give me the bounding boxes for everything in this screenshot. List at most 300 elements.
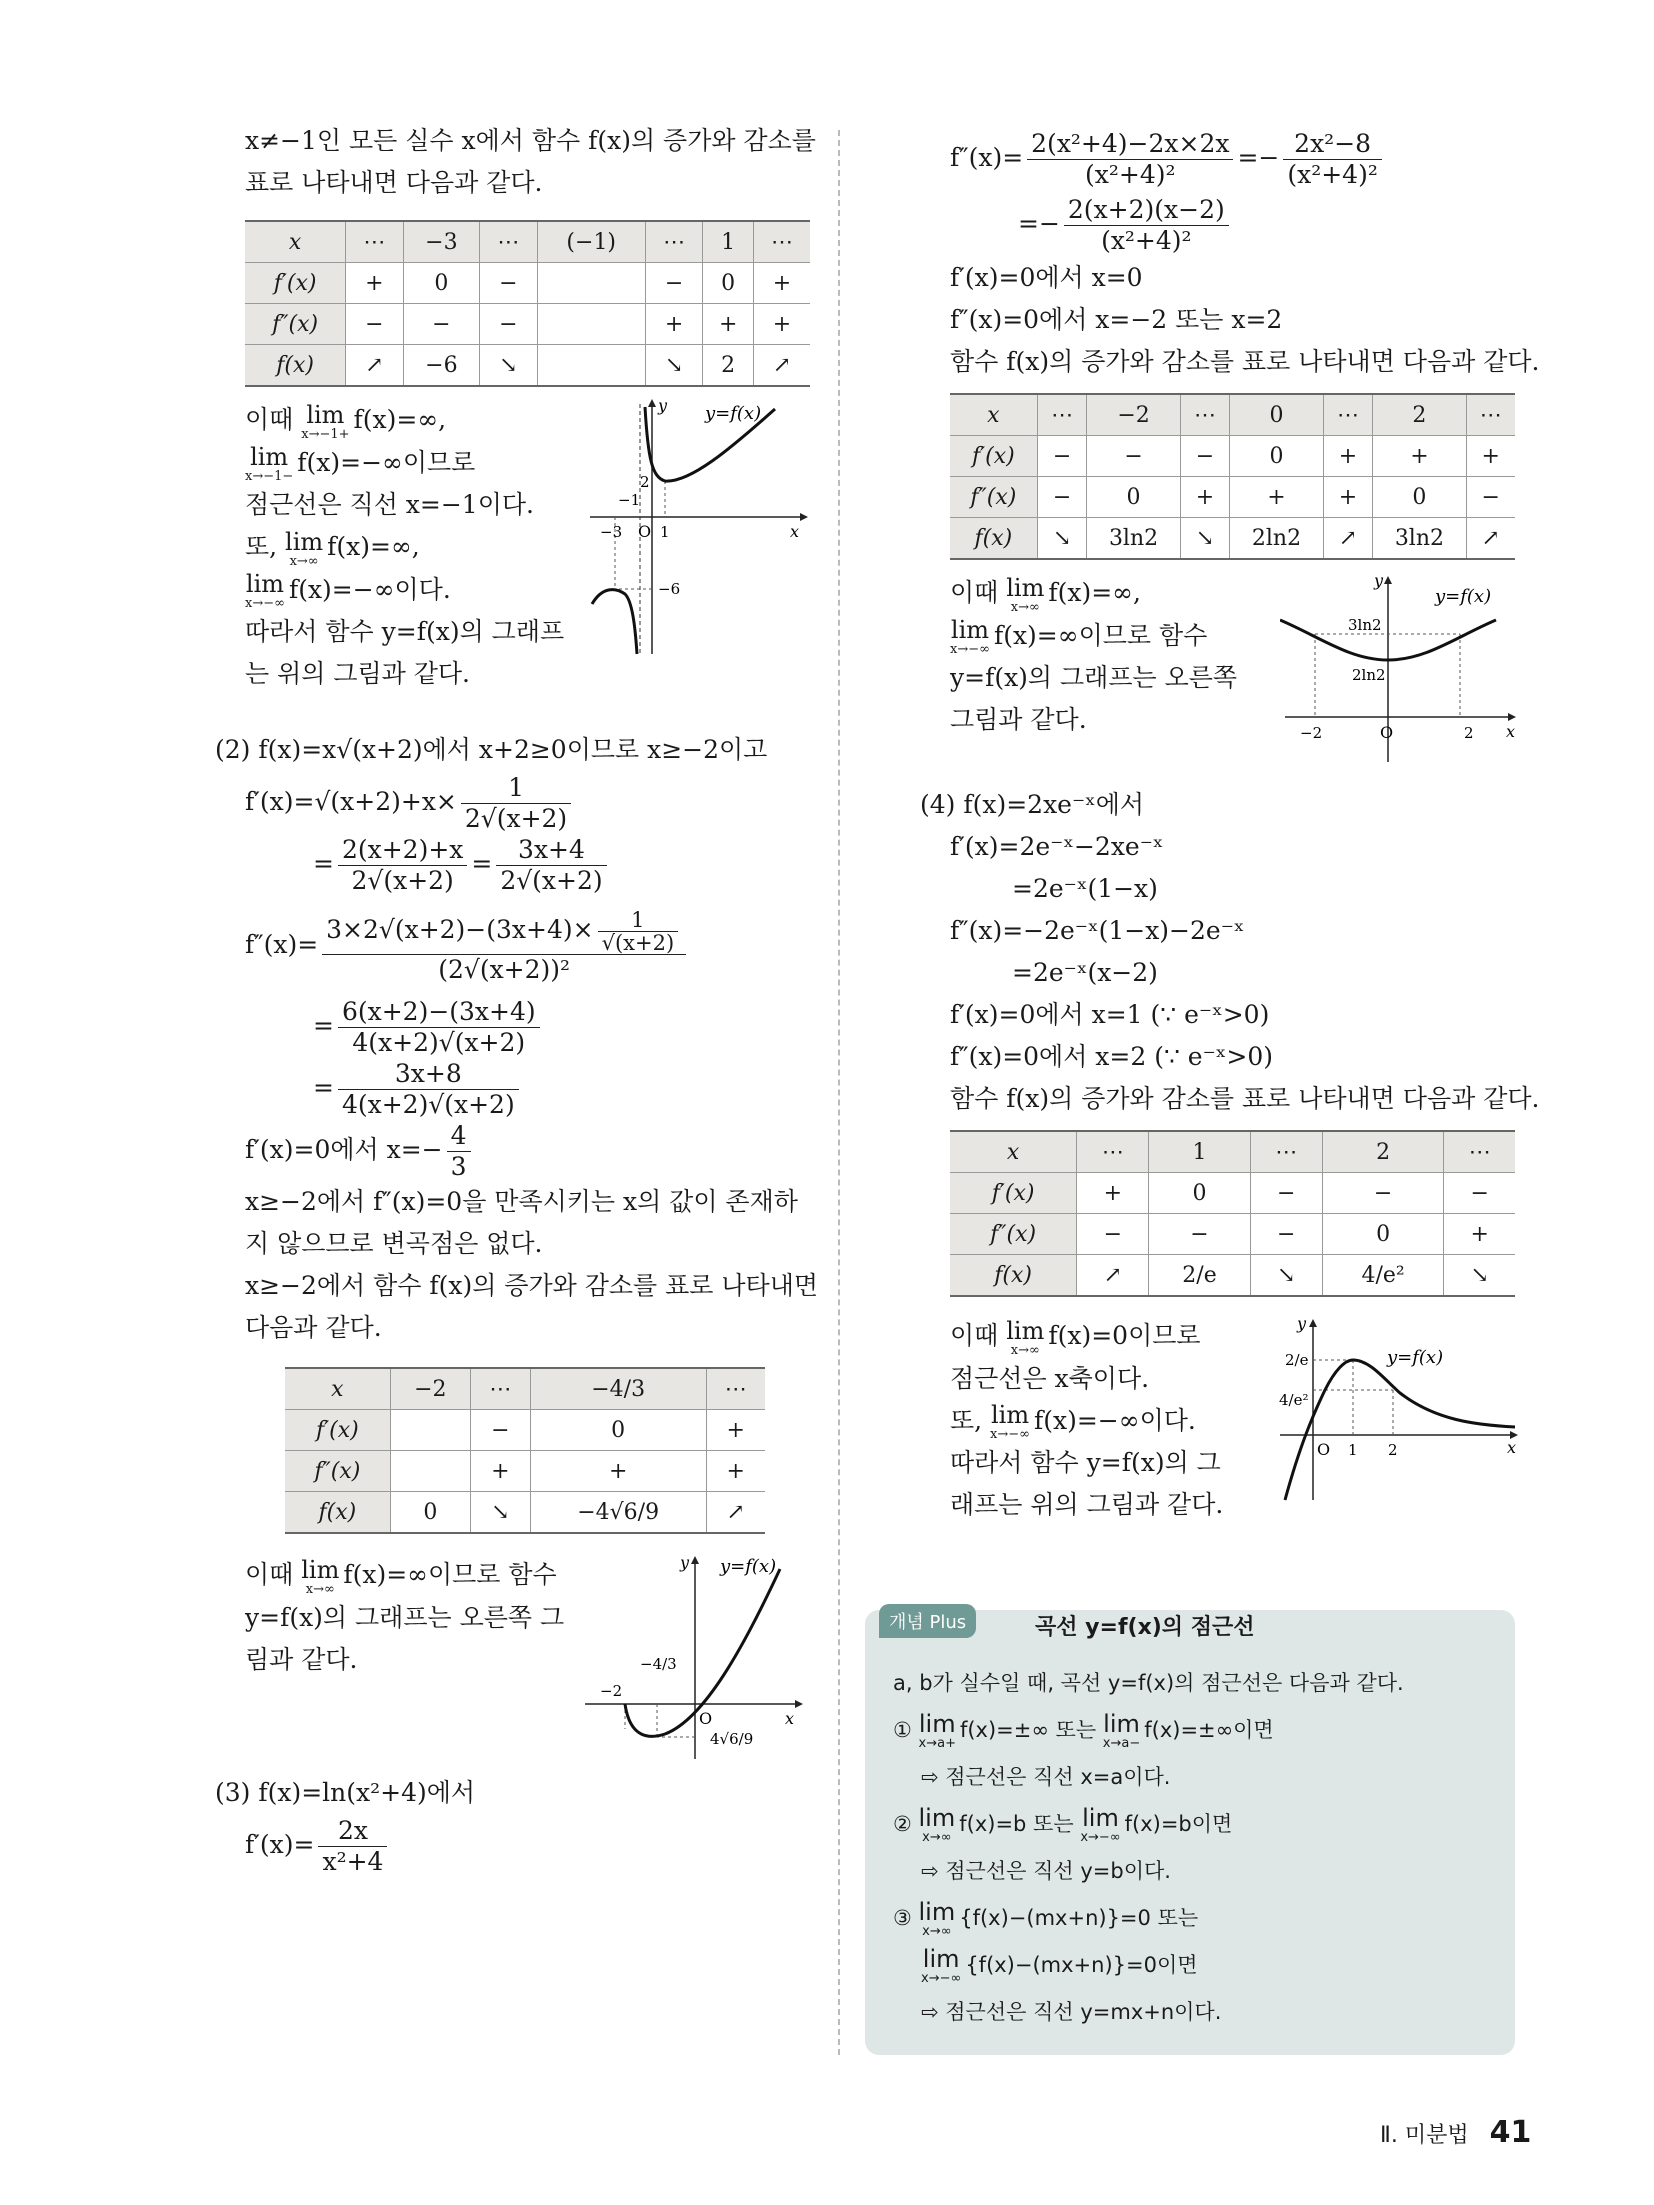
tick-label: −2: [600, 1682, 623, 1700]
table-cell: [537, 304, 645, 345]
lim-word: lim: [918, 1804, 956, 1832]
y-arrow: [1309, 1319, 1317, 1327]
text: {f(x)−(mx+n)}=0 또는: [959, 1906, 1199, 1930]
table-cell: +: [530, 1451, 706, 1492]
numerator: 3x+8: [338, 1059, 519, 1090]
text: ⇨ 점근선은 직선 x=a이다.: [921, 1765, 1171, 1789]
table-cell: 3ln2: [1087, 518, 1180, 560]
lim-word: lim: [285, 527, 324, 556]
graph-1: [590, 399, 810, 659]
table-cell: +: [470, 1451, 530, 1492]
text: 이때: [950, 578, 1007, 607]
text: 점근선은 직선 x=−1이다.: [245, 490, 534, 519]
table-cell: f′(x): [950, 1173, 1077, 1214]
table-row: [950, 518, 1515, 560]
limit: [1006, 575, 1044, 615]
table-cell: −: [403, 304, 480, 345]
tick-label: 2: [1388, 1441, 1398, 1459]
denominator: 4(x+2)√(x+2): [341, 1090, 515, 1119]
table-cell: +: [1323, 436, 1373, 477]
table-cell: +: [754, 263, 810, 304]
text: 따라서 함수 y=f(x)의 그래프: [245, 617, 565, 646]
lim-word: lim: [918, 1710, 956, 1738]
y-label: y: [1297, 1315, 1307, 1333]
table-cell: ⋯: [645, 221, 702, 263]
table-cell: −: [1087, 436, 1180, 477]
table-cell: f″(x): [950, 477, 1037, 518]
limit: [245, 571, 285, 611]
x-label: x: [790, 522, 800, 541]
table-cell: x: [245, 221, 346, 263]
table-cell: f(x): [245, 345, 346, 387]
x-label: x: [1506, 722, 1516, 741]
table-row: [245, 263, 810, 304]
lim-word: lim: [1006, 1316, 1045, 1345]
text: x≥−2에서 f″(x)=0을 만족시키는 x의 값이 존재하: [245, 1187, 798, 1216]
text: 이때: [950, 1321, 1007, 1350]
tick-label: 2ln2: [1352, 666, 1386, 684]
fraction: [322, 909, 686, 985]
numerator: 2(x²+4)−2x×2x: [1027, 129, 1233, 160]
table-cell: −: [1444, 1173, 1515, 1214]
text: 는 위의 그림과 같다.: [245, 659, 470, 688]
variation-table-3: [950, 393, 1515, 560]
text: f″(x)=: [950, 143, 1024, 172]
table-cell: f(x): [950, 1255, 1077, 1297]
y-label: y: [1374, 572, 1384, 590]
part4-block: [950, 1315, 1520, 1545]
fraction: [1064, 195, 1229, 256]
table-row: [245, 345, 810, 387]
limit: [919, 1711, 956, 1751]
y-arrow: [648, 399, 656, 407]
table-cell: ↘: [480, 345, 537, 387]
tick-label: 1: [660, 523, 670, 541]
table-cell: +: [1444, 1214, 1515, 1255]
limit: [1006, 1318, 1044, 1358]
numerator: 4: [447, 1121, 471, 1152]
text: =2e⁻ˣ(x−2): [1012, 958, 1158, 987]
curve-label: y=f(x): [720, 1556, 777, 1577]
table-cell: ↗: [346, 345, 403, 387]
table-cell: 2ln2: [1230, 518, 1323, 560]
table-cell: +: [706, 1410, 765, 1451]
lim-sub: x→−∞: [990, 1427, 1030, 1442]
graph-3: [1280, 572, 1520, 772]
text: f(x)=−∞이다.: [288, 574, 451, 604]
table-cell: −: [1149, 1214, 1250, 1255]
text: 래프는 위의 그림과 같다.: [950, 1490, 1224, 1519]
origin-label: O: [1380, 723, 1394, 742]
tick-label: −6: [658, 580, 681, 598]
table-cell: ⋯: [346, 221, 403, 263]
lim-word: lim: [990, 1401, 1030, 1429]
lim-word: lim: [950, 616, 990, 644]
text: a, b가 실수일 때, 곡선 y=f(x)의 점근선은 다음과 같다.: [893, 1671, 1404, 1695]
limit: [919, 1805, 956, 1845]
table-cell: ⋯: [470, 1368, 530, 1410]
part1-block: [245, 399, 810, 729]
numerator: 2(x+2)+x: [338, 835, 467, 866]
table-cell: −2: [390, 1368, 470, 1410]
limit: [1080, 1805, 1120, 1845]
table-cell: ↗: [1466, 518, 1515, 560]
text: =−: [1237, 143, 1280, 172]
table-cell: +: [754, 304, 810, 345]
denominator: 2√(x+2): [500, 866, 603, 895]
tick-label: 4/e²: [1279, 1391, 1309, 1409]
fraction: [461, 773, 571, 834]
table-cell: +: [1466, 436, 1515, 477]
intro-line-2: 표로 나타내면 다음과 같다.: [245, 168, 543, 197]
table-cell: 2/e: [1149, 1255, 1250, 1297]
limit: [950, 617, 990, 657]
section-3-heading: (3) f(x)=ln(x²+4)에서: [215, 1778, 476, 1807]
table-cell: [537, 263, 645, 304]
table-cell: ⋯: [1037, 394, 1087, 436]
table-row: [950, 394, 1515, 436]
lim-sub: x→−1+: [301, 426, 350, 442]
table-cell: ⋯: [1180, 394, 1230, 436]
text: f″(x)=−2e⁻ˣ(1−x)−2e⁻ˣ: [950, 916, 1245, 945]
text: y=f(x)의 그래프는 오른쪽 그: [245, 1602, 565, 1632]
text: 함수 f(x)의 증가와 감소를 표로 나타내면 다음과 같다.: [950, 1084, 1540, 1113]
tick-label: −3: [600, 523, 623, 541]
page-number: 41: [1489, 2115, 1532, 2150]
x-arrow: [795, 1700, 803, 1708]
table-cell: ↗: [1323, 518, 1373, 560]
tick-label: 3ln2: [1348, 616, 1382, 634]
text: 따라서 함수 y=f(x)의 그: [950, 1448, 1221, 1477]
lim-sub: x→∞: [305, 1581, 335, 1597]
fraction: [598, 909, 679, 954]
curve-label: y=f(x): [1435, 586, 1492, 607]
text: f″(x)=0에서 x=−2 또는 x=2: [950, 305, 1283, 334]
table-row: [950, 1255, 1515, 1297]
section-2-heading: (2) f(x)=x√(x+2)에서 x+2≥0이므로 x≥−2이고: [215, 735, 768, 764]
text: f′(x)=: [245, 1830, 315, 1859]
part3-block: [950, 572, 1520, 772]
table-cell: [390, 1410, 470, 1451]
tick-label: 1: [1348, 1441, 1358, 1459]
text: f(x)=0이므로: [1048, 1321, 1201, 1350]
table-cell: −: [470, 1410, 530, 1451]
fraction: [338, 1059, 519, 1120]
table-row: [950, 477, 1515, 518]
part2-graph-block: [245, 1554, 810, 1764]
table-row: [950, 1131, 1515, 1173]
lim-sub: x→∞: [922, 1830, 952, 1845]
lim-word: lim: [1006, 573, 1045, 602]
table-cell: 0: [1087, 477, 1180, 518]
table-cell: (−1): [537, 221, 645, 263]
table-cell: −4/3: [530, 1368, 706, 1410]
y-label: y: [658, 399, 668, 415]
text: 그림과 같다.: [950, 705, 1087, 734]
curve-left: [592, 590, 637, 654]
table-cell: f″(x): [285, 1451, 390, 1492]
text: 이때: [245, 1560, 302, 1589]
table-cell: 0: [1373, 477, 1466, 518]
table-cell: f″(x): [245, 304, 346, 345]
table-cell: 1: [1149, 1131, 1250, 1173]
denominator: (2√(x+2))²: [438, 954, 571, 984]
section-4-heading: (4) f(x)=2xe⁻ˣ에서: [920, 790, 1145, 819]
lim-sub: x→∞: [289, 553, 319, 569]
lim-sub: x→−∞: [245, 596, 285, 611]
table-cell: ↘: [1180, 518, 1230, 560]
lim-sub: x→−1−: [245, 469, 294, 484]
denominator: x²+4: [322, 1847, 384, 1876]
table-cell: +: [346, 263, 403, 304]
table-cell: 0: [390, 1492, 470, 1534]
lim-word: lim: [922, 1945, 960, 1973]
table-cell: 0: [1149, 1173, 1250, 1214]
table-cell: −: [1077, 1214, 1149, 1255]
x-arrow: [1508, 713, 1516, 721]
text: f′(x)=2e⁻ˣ−2xe⁻ˣ: [950, 832, 1164, 861]
y-label: y: [680, 1554, 690, 1572]
page-footer: [1380, 2115, 1531, 2150]
table-cell: −6: [403, 345, 480, 387]
section-label: Ⅱ. 미분법: [1380, 2123, 1469, 2148]
table-cell: +: [645, 304, 702, 345]
table-cell: x: [950, 1131, 1077, 1173]
tick-label: −2: [1300, 724, 1323, 742]
table-cell: +: [1230, 477, 1323, 518]
limit: [245, 444, 293, 484]
table-cell: [537, 345, 645, 387]
table-cell: −: [1037, 436, 1087, 477]
text: f′(x)=0에서 x=0: [950, 263, 1143, 292]
text: f(x)=∞,: [1048, 578, 1141, 607]
intro-line-1: x≠−1인 모든 실수 x에서 함수 f(x)의 증가와 감소를: [245, 126, 816, 155]
x-arrow: [800, 513, 808, 521]
text: f(x)=b이면: [1124, 1812, 1233, 1836]
limit: [285, 529, 323, 569]
table-cell: −: [1037, 477, 1087, 518]
table-cell: [390, 1451, 470, 1492]
table-cell: ⋯: [754, 221, 810, 263]
text: f″(x)=0에서 x=2 (∵ e⁻ˣ>0): [950, 1042, 1273, 1071]
denominator: 3: [450, 1152, 467, 1181]
fraction: [338, 997, 540, 1058]
table-cell: −: [346, 304, 403, 345]
table-row: [285, 1368, 765, 1410]
lim-sub: x→−∞: [950, 642, 990, 657]
tick-label: −4/3: [640, 1655, 677, 1673]
numerator: 2x: [318, 1816, 387, 1847]
table-row: [245, 221, 810, 263]
text: 점근선은 x축이다.: [950, 1363, 1150, 1393]
text: 함수 f(x)의 증가와 감소를 표로 나타내면 다음과 같다.: [950, 347, 1540, 376]
graph-4: [1275, 1315, 1520, 1505]
lim-word: lim: [250, 443, 289, 471]
table-row: [285, 1451, 765, 1492]
numerator: 1: [598, 909, 679, 932]
text: ⇨ 점근선은 직선 y=b이다.: [921, 1859, 1171, 1883]
table-row: [285, 1492, 765, 1534]
curve: [1285, 1360, 1515, 1500]
lim-sub: x→∞: [1010, 1342, 1040, 1358]
text: 지 않으므로 변곡점은 없다.: [245, 1229, 543, 1258]
denominator: √(x+2): [601, 930, 675, 955]
table-cell: −: [645, 263, 702, 304]
text: 또,: [950, 1405, 991, 1435]
column-divider: [838, 130, 840, 2055]
concept-plus-title: 곡선 y=f(x)의 점근선: [1035, 1615, 1255, 1640]
text: ②: [893, 1812, 912, 1836]
limit: [301, 1557, 339, 1597]
numerator: 2(x+2)(x−2): [1064, 195, 1229, 226]
table-cell: 0: [530, 1410, 706, 1451]
table-cell: −: [1250, 1214, 1322, 1255]
table-cell: −: [480, 304, 537, 345]
origin-label: O: [699, 1709, 713, 1728]
x-label: x: [1507, 1438, 1517, 1457]
table-cell: ↘: [1250, 1255, 1322, 1297]
tick-label: 2: [640, 473, 650, 491]
denominator: 4(x+2)√(x+2): [352, 1028, 526, 1057]
text: f′(x)=0에서 x=1 (∵ e⁻ˣ>0): [950, 1000, 1270, 1029]
table-cell: f(x): [285, 1492, 390, 1534]
table-cell: x: [285, 1368, 390, 1410]
text: f(x)=∞,: [327, 532, 420, 561]
lim-word: lim: [301, 1555, 340, 1584]
y-arrow: [691, 1556, 699, 1564]
numerator: 1: [461, 773, 571, 804]
text: f′(x)=√(x+2)+x×: [245, 787, 457, 816]
table-cell: −4√6/9: [530, 1492, 706, 1534]
table-row: [950, 1214, 1515, 1255]
fraction: [447, 1121, 471, 1182]
text: x≥−2에서 함수 f(x)의 증가와 감소를 표로 나타내면: [245, 1271, 818, 1300]
text: 또,: [245, 532, 286, 561]
text: 이때: [245, 405, 302, 434]
table-cell: ⋯: [1444, 1131, 1515, 1173]
table-cell: 2: [1322, 1131, 1444, 1173]
text: =: [471, 849, 493, 878]
table-cell: 0: [403, 263, 480, 304]
table-cell: +: [703, 304, 754, 345]
table-cell: +: [706, 1451, 765, 1492]
table-cell: f′(x): [245, 263, 346, 304]
table-cell: f(x): [950, 518, 1037, 560]
numerator: 3x+4: [496, 835, 606, 866]
curve-label: y=f(x): [1387, 1347, 1444, 1368]
table-cell: +: [1323, 477, 1373, 518]
table-cell: 2: [1373, 394, 1466, 436]
table-cell: 3ln2: [1373, 518, 1466, 560]
denominator: (x²+4)²: [1101, 226, 1192, 255]
table-cell: +: [1373, 436, 1466, 477]
text: f(x)=−∞이므로: [297, 447, 476, 477]
fraction: [1283, 129, 1382, 190]
text: 림과 같다.: [245, 1644, 358, 1674]
table-cell: ↗: [706, 1492, 765, 1534]
table-cell: ⋯: [1323, 394, 1373, 436]
table-cell: 2: [703, 345, 754, 387]
denominator: (x²+4)²: [1287, 160, 1378, 189]
concept-plus-badge: 개념 Plus: [879, 1604, 976, 1638]
denominator: (x²+4)²: [1085, 160, 1176, 189]
fraction: [338, 835, 467, 896]
table-cell: −: [1322, 1173, 1444, 1214]
lim-word: lim: [918, 1898, 956, 1926]
table-cell: −: [1466, 477, 1515, 518]
tick-label: 2/e: [1285, 1351, 1309, 1369]
table-cell: ⋯: [1077, 1131, 1149, 1173]
table-cell: ↗: [754, 345, 810, 387]
origin-label: O: [638, 522, 652, 541]
variation-table-2: [285, 1367, 765, 1534]
table-cell: ⋯: [1466, 394, 1515, 436]
table-cell: +: [1077, 1173, 1149, 1214]
origin-label: O: [1317, 1440, 1331, 1459]
table-cell: 0: [1230, 394, 1323, 436]
text: f(x)=b 또는: [959, 1812, 1074, 1836]
limit: [1103, 1711, 1140, 1751]
lim-sub: x→∞: [922, 1924, 952, 1939]
table-cell: ⋯: [480, 221, 537, 263]
left-column: x≠−1인 모든 실수 x에서 함수 f(x)의 증가와 감소를 표로 나타내면 다음과 같다. x ⋯ −3 ⋯ (−1) ⋯ 1 ⋯ f′(x) + 0 − − 0 + f″(x) − − − + + + f(x) ↗ −6 ↘ ↘ 2 ↗ 이때 lim x→−1+ f(x)=∞, lim x→−1− f(x)=−∞이므로 점근선은 직선 x=−1이다. 또, lim x→∞ f(x)=∞, lim x→−∞ f(x)=−∞이다. 따라서 함수 y=f(x)의 그래프 는 위의 그림과 같다. y=f(x) y x O 2 −1 −3 1 −6 (2) f(x)=x√(x+2)에서 x+2≥0이므로 x≥−2이고 f′(x)=√(x+2)+x× $\frac{1}{2√(x+2)}$ = $\frac{2(x+2)+x}{2√(x+2)}$ = $\frac{3x+4}{2√(x+2)}$ f″(x)= 3×2√(x+2)−(3x+4)× $\frac{1}{√(x+2)}$ (2√(x+2))² = $\frac{6(x+2)-(3x+4)}{4(x+2)√(x+2)}$ = $\frac{3x+8}{4(x+2)√(x+2)}$ f′(x)=0에서 x=− $\frac{4}{3}$ x≥−2에서 f″(x)=0을 만족시키는 x의 값이 존재하 지 않으므로 변곡점은 없다. x≥−2에서 함수 f(x)의 증가와 감소를 표로 나타내면 다음과 같다. x −2 ⋯ −4/3 ⋯ f′(x) − 0 + f″(x) + + + f(x) 0 ↘ −4√6/9 ↗ 이때 lim x→∞ f(x)=∞이므로 함수 y=f(x)의 그래프는 오른쪽 그 림과 같다. y=f(x) y x O −4/3 −2 4√6/9 (3) f(x)=ln(x²+4)에서 f′(x)= $\frac{2x}{\text{x²+4}}$: [245, 120, 810, 1876]
table-row: [285, 1410, 765, 1451]
fraction: [318, 1816, 387, 1877]
table-cell: +: [1180, 477, 1230, 518]
lim-word: lim: [306, 400, 345, 429]
lim-sub: x→a+: [918, 1736, 956, 1751]
text: f(x)=−∞이다.: [1034, 1405, 1196, 1435]
table-cell: ↘: [1037, 518, 1087, 560]
limit: [921, 1946, 961, 1986]
text: ①: [893, 1718, 912, 1742]
table-cell: f′(x): [950, 436, 1037, 477]
table-cell: ↗: [1077, 1255, 1149, 1297]
table-cell: ⋯: [706, 1368, 765, 1410]
table-cell: 0: [1230, 436, 1323, 477]
fraction: [496, 835, 606, 896]
table-row: [245, 304, 810, 345]
text: {f(x)−(mx+n)}=0이면: [965, 1953, 1198, 1977]
concept-plus-body: [893, 1660, 1404, 2036]
table-cell: x: [950, 394, 1037, 436]
denominator: 2√(x+2): [351, 866, 454, 895]
variation-table-1: [245, 220, 810, 387]
text: 다음과 같다.: [245, 1313, 382, 1342]
right-column: [920, 125, 1540, 1545]
x-label: x: [785, 1709, 795, 1728]
text: y=f(x)의 그래프는 오른쪽: [950, 663, 1238, 692]
table-cell: ↘: [645, 345, 702, 387]
table-cell: 0: [1322, 1214, 1444, 1255]
table-cell: 0: [703, 263, 754, 304]
table-row: [950, 436, 1515, 477]
text: f(x)=∞이므로 함수: [343, 1560, 557, 1589]
concept-plus-box: [865, 1610, 1515, 2055]
text: 3×2√(x+2)−(3x+4)×: [326, 914, 594, 944]
text: f″(x)=: [245, 930, 319, 959]
tick-label: 2: [1464, 724, 1474, 742]
text: ⇨ 점근선은 직선 y=mx+n이다.: [921, 2000, 1222, 2024]
lim-sub: x→a−: [1102, 1736, 1141, 1751]
lim-word: lim: [1103, 1710, 1140, 1738]
table-cell: −3: [403, 221, 480, 263]
fraction: [1027, 129, 1233, 190]
table-cell: −: [1250, 1173, 1322, 1214]
text: =−: [1018, 209, 1060, 238]
table-cell: ↘: [1444, 1255, 1515, 1297]
curve-label: y=f(x): [705, 403, 762, 424]
